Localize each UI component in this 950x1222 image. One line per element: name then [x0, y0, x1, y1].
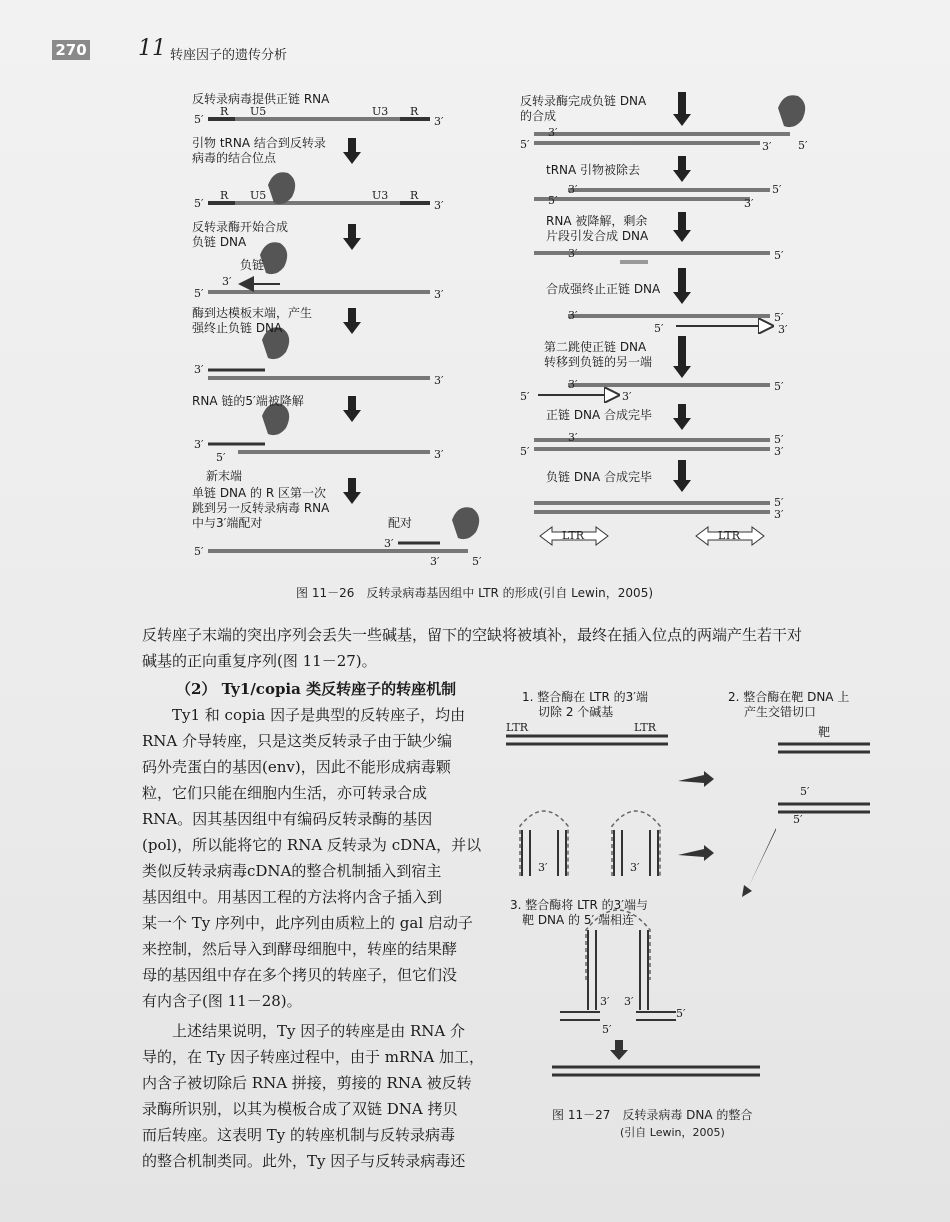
end-5prime: 5′: [520, 138, 530, 151]
end-3prime: 3′: [774, 508, 784, 521]
end-5prime: 5′: [216, 451, 226, 464]
fig27-step2-b: 产生交错切口: [744, 705, 817, 719]
chapter-title: 转座因子的遗传分析: [170, 48, 288, 63]
fig27-3prime-c: 3′: [600, 995, 610, 1008]
fig27-5prime-d: 5′: [676, 1007, 686, 1020]
chapter-number: 11: [138, 36, 166, 61]
step-label-second-jump-b: 转移到负链的另一端: [544, 355, 653, 369]
step-label-first-jump-c: 中与3′端配对: [192, 516, 263, 530]
end-3prime: 3′: [434, 199, 444, 212]
end-3prime: 3′: [430, 555, 440, 568]
end-3prime: 3′: [568, 247, 578, 260]
end-3prime: 3′: [434, 288, 444, 301]
fig27-5prime-b: 5′: [793, 813, 803, 826]
end-3prime: 3′: [568, 309, 578, 322]
end-3prime: 3′: [222, 275, 232, 288]
paragraph-line: RNA 介导转座，只是这类反转录子由于缺少编: [142, 732, 453, 750]
paragraph-line: 内含子被切除后 RNA 拼接，剪接的 RNA 被反转: [142, 1074, 472, 1092]
end-5prime: 5′: [798, 139, 808, 152]
right-step-arrows: [673, 92, 691, 492]
seg-label-r2: R: [410, 105, 419, 118]
end-5prime: 5′: [520, 390, 530, 403]
paragraph-line: 类似反转录病毒cDNA的整合机制插入到宿主: [142, 862, 442, 880]
end-3prime: 3′: [762, 140, 772, 153]
paragraph-line: 某一个 Ty 序列中，此序列由质粒上的 gal 启动子: [142, 914, 473, 932]
end-3prime: 3′: [434, 115, 444, 128]
seg-label-u3: U3: [372, 105, 389, 118]
end-5prime: 5′: [774, 496, 784, 509]
paragraph-line: (pol)，所以能将它的 RNA 反转录为 cDNA，并以: [142, 836, 482, 854]
figure-11-27-caption: 图 11－27 反转录病毒 DNA 的整合: [552, 1108, 753, 1122]
step-label-strong-stop-a: 酶到达模板末端，产生: [192, 306, 313, 320]
neg-strand-label: 负链: [240, 258, 265, 272]
end-3prime: 3′: [744, 197, 754, 210]
fig27-3prime-b: 3′: [630, 861, 640, 874]
paragraph-line: 录酶所识别，以其为模板合成了双链 DNA 拷贝: [142, 1100, 458, 1118]
step-label-rt-start-b: 负链 DNA: [192, 235, 247, 249]
step-label-neg-complete-b: 的合成: [520, 109, 557, 123]
end-3prime: 3′: [568, 183, 578, 196]
end-3prime: 3′: [384, 537, 394, 550]
step-label-rna-degrade: RNA 链的5′端被降解: [192, 394, 304, 408]
paragraph-line: 母的基因组中存在多个拷贝的转座子，但它们没: [142, 966, 458, 984]
paragraph-line: 反转座子末端的突出序列会丢失一些碱基，留下的空缺将被填补，最终在插入位点的两端产生若干对: [142, 626, 803, 644]
end-5prime: 5′: [774, 249, 784, 262]
left-step-arrows: [343, 138, 361, 504]
fig27-step3-b: 靶 DNA 的 5′ 端相连: [522, 913, 635, 927]
fig27-step2-a: 2. 整合酶在靶 DNA 上: [728, 690, 850, 704]
end-3prime: 3′: [548, 126, 558, 139]
paragraph-line: 基因组中。用基因工程的方法将内含子插入到: [142, 888, 443, 906]
seg-label-u5: U5: [250, 189, 267, 202]
end-5prime: 5′: [194, 545, 204, 558]
figure-11-26-caption: 图 11－26 反转录病毒基因组中 LTR 的形成(引自 Lewin，2005): [296, 586, 654, 600]
paragraph-line: 粒，它们只能在细胞内生活，亦可转录合成: [142, 784, 428, 802]
step-label-trna-removed: tRNA 引物被除去: [546, 163, 641, 177]
seg-label-r: R: [220, 105, 229, 118]
step-label-rt-start-a: 反转录酶开始合成: [192, 220, 289, 234]
fig27-ltr-left: LTR: [506, 721, 529, 734]
step-label-first-jump-a: 单链 DNA 的 R 区第一次: [192, 486, 327, 500]
ltr-label-right: LTR: [718, 529, 741, 542]
end-5prime: 5′: [194, 113, 204, 126]
step-label-rna-degraded-b: 片段引发合成 DNA: [546, 229, 649, 243]
step-label-plus-complete: 正链 DNA 合成完毕: [546, 408, 653, 422]
end-3prime: 3′: [568, 431, 578, 444]
fig27-step3-a: 3. 整合酶将 LTR 的3′端与: [510, 898, 648, 912]
paragraph-line: 有内含子(图 11－28)。: [142, 992, 302, 1010]
step-label-rna-degraded-a: RNA 被降解，剩余: [546, 214, 648, 228]
step-label-provide-rna: 反转录病毒提供正链 RNA: [192, 92, 330, 106]
step-label-trna-bind-a: 引物 tRNA 结合到反转录: [192, 136, 326, 150]
fig27-target-label: 靶: [818, 725, 831, 739]
end-3prime: 3′: [622, 390, 632, 403]
figure-11-27-source: (引自 Lewin，2005): [620, 1126, 725, 1139]
end-5prime: 5′: [772, 183, 782, 196]
end-5prime: 5′: [654, 322, 664, 335]
pairing-label: 配对: [388, 516, 413, 530]
paragraph-line: 上述结果说明，Ty 因子的转座是由 RNA 介: [172, 1022, 466, 1040]
fig27-step1-a: 1. 整合酶在 LTR 的3′端: [522, 690, 648, 704]
paragraph-line: 的整合机制类同。此外，Ty 因子与反转录病毒还: [142, 1152, 466, 1170]
fig27-5prime-c: 5′: [602, 1023, 612, 1036]
end-3prime: 3′: [774, 445, 784, 458]
end-3prime: 3′: [568, 378, 578, 391]
page-number: 270: [52, 40, 90, 60]
end-3prime: 3′: [194, 363, 204, 376]
step-label-strong-stop-plus: 合成强终止正链 DNA: [546, 282, 661, 296]
step-label-neg-complete-final: 负链 DNA 合成完毕: [546, 470, 653, 484]
paragraph-line: Ty1 和 copia 因子是典型的反转座子，均由: [172, 706, 466, 724]
step-label-neg-complete-a: 反转录酶完成负链 DNA: [520, 94, 647, 108]
paragraph-line: 碱基的正向重复序列(图 11－27)。: [142, 652, 377, 670]
fig27-ltr-right: LTR: [634, 721, 657, 734]
seg-label-u3: U3: [372, 189, 389, 202]
new-end-label: 新末端: [206, 469, 243, 483]
end-5prime: 5′: [194, 287, 204, 300]
end-3prime: 3′: [778, 323, 788, 336]
paragraph-line: 码外壳蛋白的基因(env)，因此不能形成病毒颗: [142, 758, 451, 776]
end-5prime: 5′: [774, 380, 784, 393]
fig27-step1-b: 切除 2 个碱基: [538, 705, 614, 719]
section-heading: （2） Ty1/copia 类反转座子的转座机制: [176, 680, 457, 698]
fig27-5prime: 5′: [800, 785, 810, 798]
step-label-second-jump-a: 第二跳使正链 DNA: [544, 340, 647, 354]
end-5prime: 5′: [774, 433, 784, 446]
fig27-3prime-d: 3′: [624, 995, 634, 1008]
end-5prime: 5′: [548, 194, 558, 207]
end-5prime: 5′: [774, 311, 784, 324]
fig27-3prime: 3′: [538, 861, 548, 874]
step-label-first-jump-b: 跳到另一反转录病毒 RNA: [192, 501, 330, 515]
seg-label-r2: R: [410, 189, 419, 202]
end-3prime: 3′: [194, 438, 204, 451]
step-label-strong-stop-b: 强终止负链 DNA: [192, 321, 283, 335]
step-label-trna-bind-b: 病毒的结合位点: [192, 151, 277, 165]
paragraph-line: RNA。因其基因组中有编码反转录酶的基因: [142, 810, 433, 828]
end-5prime: 5′: [520, 445, 530, 458]
paragraph-line: 而后转座。这表明 Ty 的转座机制与反转录病毒: [142, 1126, 456, 1144]
end-5prime: 5′: [194, 197, 204, 210]
ltr-label-left: LTR: [562, 529, 585, 542]
end-5prime: 5′: [472, 555, 482, 568]
end-3prime: 3′: [434, 448, 444, 461]
seg-label-r: R: [220, 189, 229, 202]
paragraph-line: 来控制，然后导入到酵母细胞中，转座的结果酵: [142, 940, 458, 958]
end-3prime: 3′: [434, 374, 444, 387]
seg-label-u5: U5: [250, 105, 267, 118]
paragraph-line: 导的，在 Ty 因子转座过程中，由于 mRNA 加工，: [142, 1048, 485, 1066]
